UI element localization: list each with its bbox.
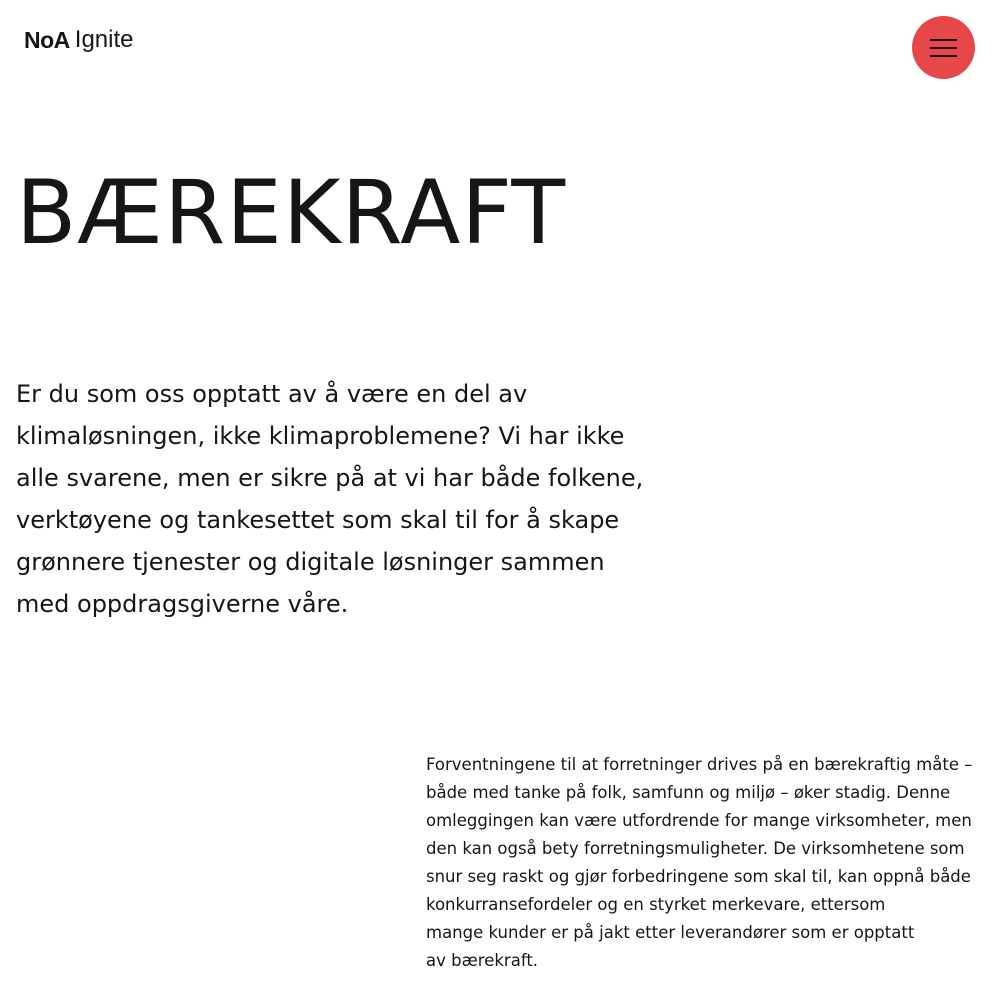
body-line: Forventningene til at forretninger drives på en bærekraftig måte – bbox=[426, 755, 973, 774]
body-line: konkurransefordeler og en styrket merkevare, ettersom bbox=[426, 895, 886, 914]
intro-line: klimaløsningen, ikke klimaproblemene? Vi har ikke bbox=[16, 422, 625, 450]
body-line: både med tanke på folk, samfunn og miljø – øker stadig. Denne bbox=[426, 783, 951, 802]
page-title: BÆREKRAFT bbox=[16, 161, 567, 264]
logo-product-name: Ignite bbox=[74, 26, 134, 53]
body-line: mange kunder er på jakt etter leverandører som er opptatt bbox=[426, 923, 915, 942]
logo-brand: NoA bbox=[24, 26, 70, 53]
intro-line: grønnere tjenester og digitale løsninger sammen bbox=[16, 548, 605, 576]
intro-line: med oppdragsgiverne våre. bbox=[16, 590, 349, 618]
menu-button[interactable] bbox=[912, 16, 975, 79]
intro-paragraph bbox=[16, 373, 656, 625]
intro-line: verktøyene og tankesettet som skal til for å skape bbox=[16, 506, 620, 534]
hamburger-icon bbox=[930, 36, 957, 60]
body-line: snur seg raskt og gjør forbedringene som skal til, kan oppnå både bbox=[426, 867, 971, 886]
intro-line: Er du som oss opptatt av å være en del av bbox=[16, 380, 528, 408]
logo-link[interactable] bbox=[24, 24, 134, 56]
body-line: av bærekraft. bbox=[426, 951, 539, 970]
body-line: den kan også bety forretningsmuligheter. De virksomhetene som bbox=[426, 839, 965, 858]
body-paragraph bbox=[426, 751, 986, 975]
intro-line: alle svarene, men er sikre på at vi har både folkene, bbox=[16, 464, 644, 492]
body-line: omleggingen kan være utfordrende for mange virksomheter, men bbox=[426, 811, 972, 830]
